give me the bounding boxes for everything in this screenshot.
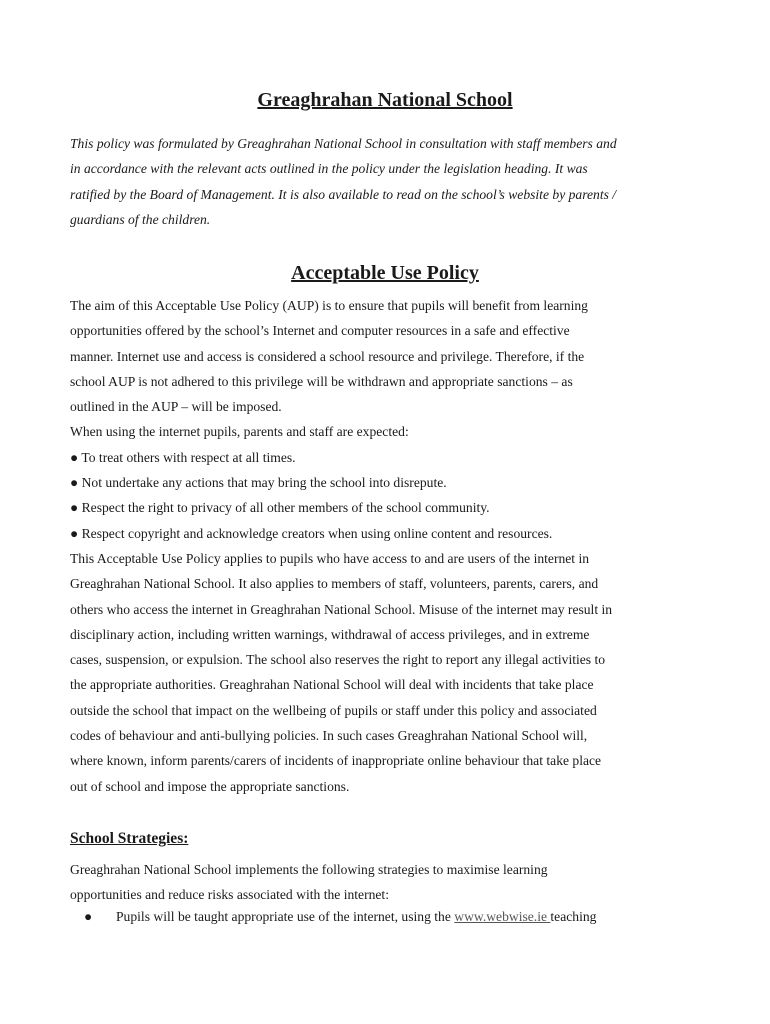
aup-line: others who access the internet in Greaghrahan National School. Misuse of the internet may result in — [70, 601, 613, 617]
aup-bullet-item: ● To treat others with respect at all times. — [70, 449, 296, 465]
aup-line: where known, inform parents/carers of incidents of inappropriate online behaviour that take place — [70, 753, 602, 769]
intro-line: ratified by the Board of Management. It is also available to read on the school’s website by parents / — [70, 186, 617, 202]
bullet-text: Pupils will be taught appropriate use of the internet, using the — [116, 909, 455, 924]
intro-line: in accordance with the relevant acts outlined in the policy under the legislation heading. It was — [70, 161, 588, 177]
strategies-line: Greaghrahan National School implements the following strategies to maximise learning — [70, 862, 548, 877]
aup-bullet-item: ● Respect the right to privacy of all other members of the school community. — [70, 500, 490, 516]
aup-body — [70, 293, 710, 799]
aup-bullet-item: ● Not undertake any actions that may bring the school into disrepute. — [70, 475, 447, 491]
aup-bullet-item: ● Respect copyright and acknowledge creators when using online content and resources. — [70, 525, 553, 541]
aup-title: Acceptable Use Policy — [291, 262, 479, 284]
strategies-line: opportunities and reduce risks associated with the internet: — [70, 887, 389, 903]
aup-line: manner. Internet use and access is considered a school resource and privilege. Therefore, if the — [70, 348, 585, 364]
aup-line: outside the school that impact on the wellbeing of pupils or staff under this policy and associated — [70, 702, 597, 718]
aup-line: The aim of this Acceptable Use Policy (AUP) is to ensure that pupils will benefit from learning — [70, 298, 588, 313]
aup-line: school AUP is not adhered to this privilege will be withdrawn and appropriate sanctions – as — [70, 373, 573, 389]
aup-line: the appropriate authorities. Greaghrahan National School will deal with incidents that take place — [70, 677, 594, 693]
webwise-link[interactable]: www.webwise.ie — [454, 909, 551, 924]
school-title: Greaghrahan National School — [257, 89, 513, 111]
aup-line: When using the internet pupils, parents and staff are expected: — [70, 424, 409, 440]
aup-line: outlined in the AUP – will be imposed. — [70, 399, 282, 415]
bullet-tail: teaching — [550, 909, 597, 924]
bullet-dot: ● — [84, 909, 93, 924]
aup-line: codes of behaviour and anti-bullying policies. In such cases Greaghrahan National School will, — [70, 728, 588, 744]
aup-line: cases, suspension, or expulsion. The school also reserves the right to report any illegal activities to — [70, 652, 606, 668]
aup-line: This Acceptable Use Policy applies to pupils who have access to and are users of the internet in — [70, 550, 590, 566]
strategies-body — [70, 857, 710, 908]
aup-line: opportunities offered by the school’s Internet and computer resources in a safe and effective — [70, 323, 570, 339]
intro-line: This policy was formulated by Greaghrahan National School in consultation with staff members and — [70, 136, 617, 151]
strategies-bullet-item — [84, 909, 596, 925]
intro-paragraph — [70, 131, 710, 232]
intro-line: guardians of the children. — [70, 211, 211, 227]
aup-line: out of school and impose the appropriate sanctions. — [70, 778, 350, 794]
strategies-heading: School Strategies: — [70, 830, 189, 847]
aup-line: Greaghrahan National School. It also applies to members of staff, volunteers, parents, carers, and — [70, 576, 599, 592]
aup-line: disciplinary action, including written warnings, withdrawal of access privileges, and in extreme — [70, 626, 590, 642]
